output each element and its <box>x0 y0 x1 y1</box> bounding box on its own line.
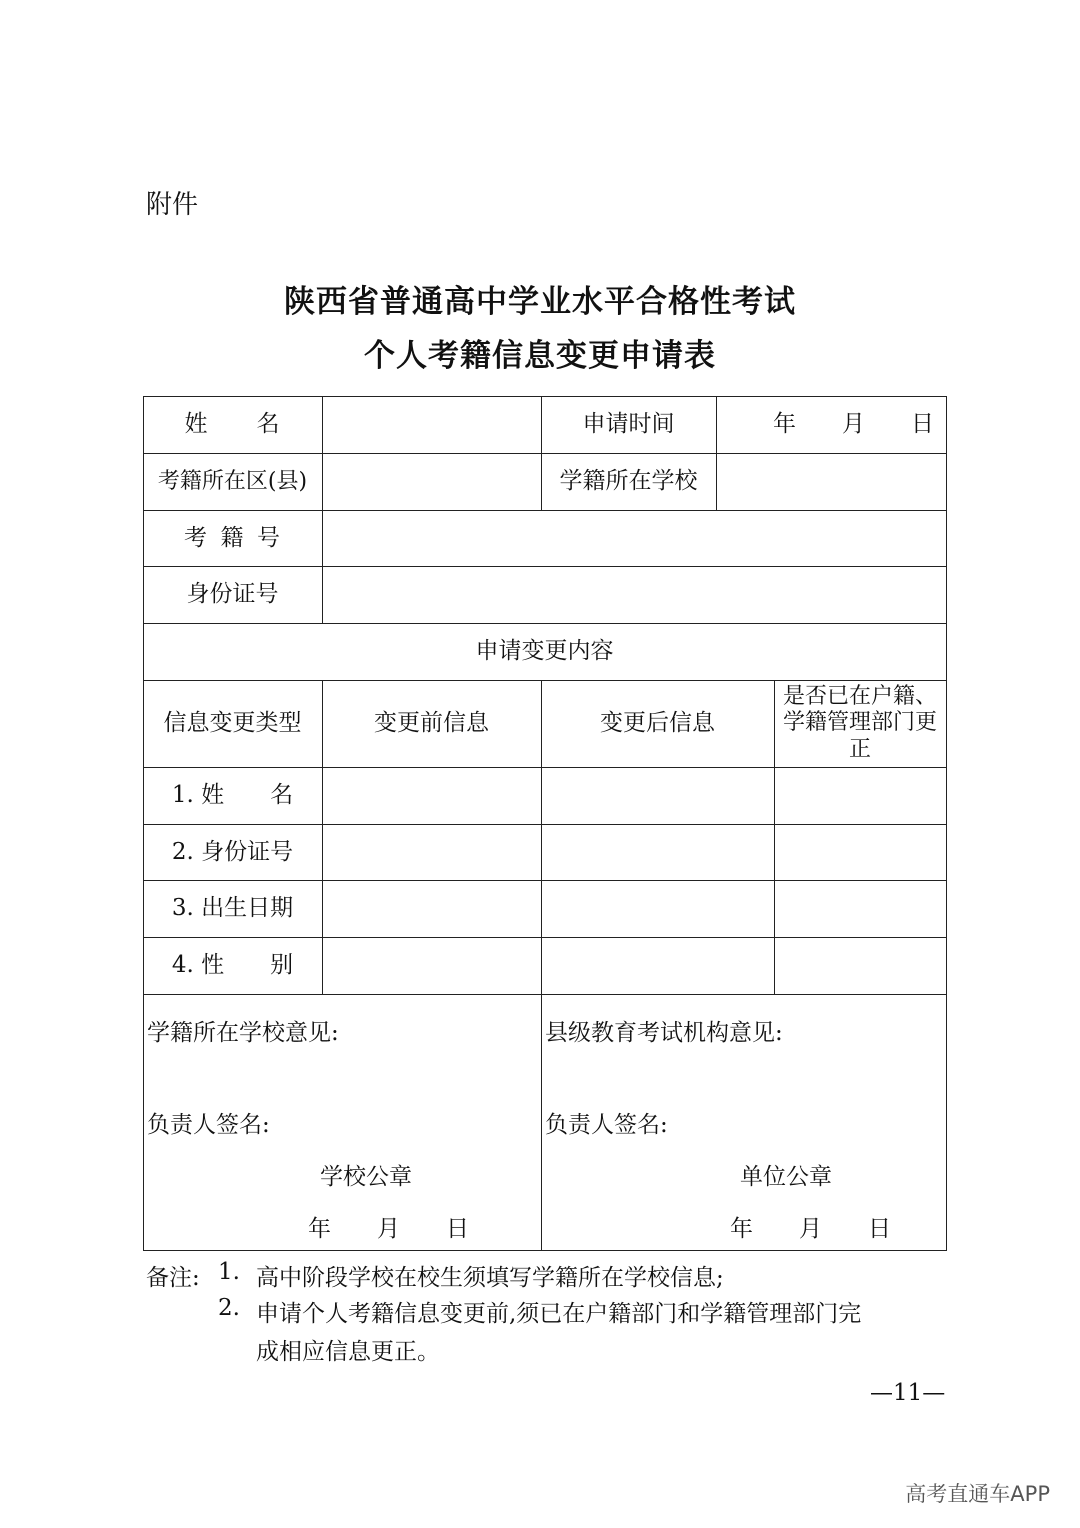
district-label: 考籍所在区(县) <box>157 468 308 494</box>
watermark: 高考直通车APP <box>905 1482 1050 1506</box>
page-number: —11— <box>870 1380 946 1406</box>
name-label: 姓 名 <box>184 411 281 438</box>
school-seal-label: 学校公章 <box>320 1164 412 1190</box>
col-before-info: 变更前信息 <box>374 710 489 737</box>
row-birth-before[interactable] <box>322 880 541 937</box>
row-gender-label: 4. 性 别 <box>171 952 294 979</box>
notes-prefix: 备注: <box>146 1265 200 1291</box>
id-label: 身份证号 <box>186 581 279 608</box>
row-birth-corrected[interactable] <box>774 880 946 937</box>
county-opinion-label: 县级教育考试机构意见: <box>545 1020 783 1046</box>
row-id-corrected[interactable] <box>774 824 946 880</box>
row-id-after[interactable] <box>541 824 774 880</box>
col-change-type: 信息变更类型 <box>163 710 302 737</box>
row-gender-before[interactable] <box>322 937 541 994</box>
row-gender-corrected[interactable] <box>774 937 946 994</box>
school-opinion-label: 学籍所在学校意见: <box>147 1020 339 1046</box>
col-corrected: 是否已在户籍、学籍管理部门更正 <box>782 683 937 762</box>
id-field[interactable] <box>322 566 946 623</box>
school-label: 学籍所在学校 <box>559 468 698 495</box>
exam-no-label: 考 籍 号 <box>184 524 281 551</box>
county-signer-label: 负责人签名: <box>545 1112 668 1138</box>
district-field[interactable] <box>322 453 541 510</box>
county-date-label: 年 月 日 <box>730 1216 891 1242</box>
change-content-header: 申请变更内容 <box>475 638 614 665</box>
row-birth-label: 3. 出生日期 <box>171 895 294 922</box>
attachment-label: 附件 <box>146 190 199 220</box>
row-id-label: 2. 身份证号 <box>171 838 294 865</box>
row-name-before[interactable] <box>322 767 541 824</box>
row-birth-after[interactable] <box>541 880 774 937</box>
note2-text-line1: 申请个人考籍信息变更前,须已在户籍部门和学籍管理部门完 <box>256 1301 862 1327</box>
row-id-before[interactable] <box>322 824 541 880</box>
form-title-line1: 陕西省普通高中学业水平合格性考试 <box>284 284 796 320</box>
form-title-line2: 个人考籍信息变更申请表 <box>364 338 716 374</box>
row-name-corrected[interactable] <box>774 767 946 824</box>
row-name-after[interactable] <box>541 767 774 824</box>
school-date-label: 年 月 日 <box>308 1216 469 1242</box>
row-gender-after[interactable] <box>541 937 774 994</box>
note2-text-line2: 成相应信息更正。 <box>256 1339 440 1365</box>
apply-time-label: 申请时间 <box>582 411 675 438</box>
school-signer-label: 负责人签名: <box>147 1112 270 1138</box>
note1-num: 1. <box>218 1259 240 1285</box>
note1-text: 高中阶段学校在校生须填写学籍所在学校信息; <box>256 1265 724 1291</box>
col-after-info: 变更后信息 <box>600 710 715 737</box>
school-field[interactable] <box>716 453 946 510</box>
county-seal-label: 单位公章 <box>740 1164 832 1190</box>
name-field[interactable] <box>322 396 541 453</box>
apply-time-field[interactable]: 年 月 日 <box>773 411 934 438</box>
row-name-label: 1. 姓 名 <box>171 782 294 809</box>
exam-no-field[interactable] <box>322 510 946 566</box>
note2-num: 2. <box>218 1295 240 1321</box>
